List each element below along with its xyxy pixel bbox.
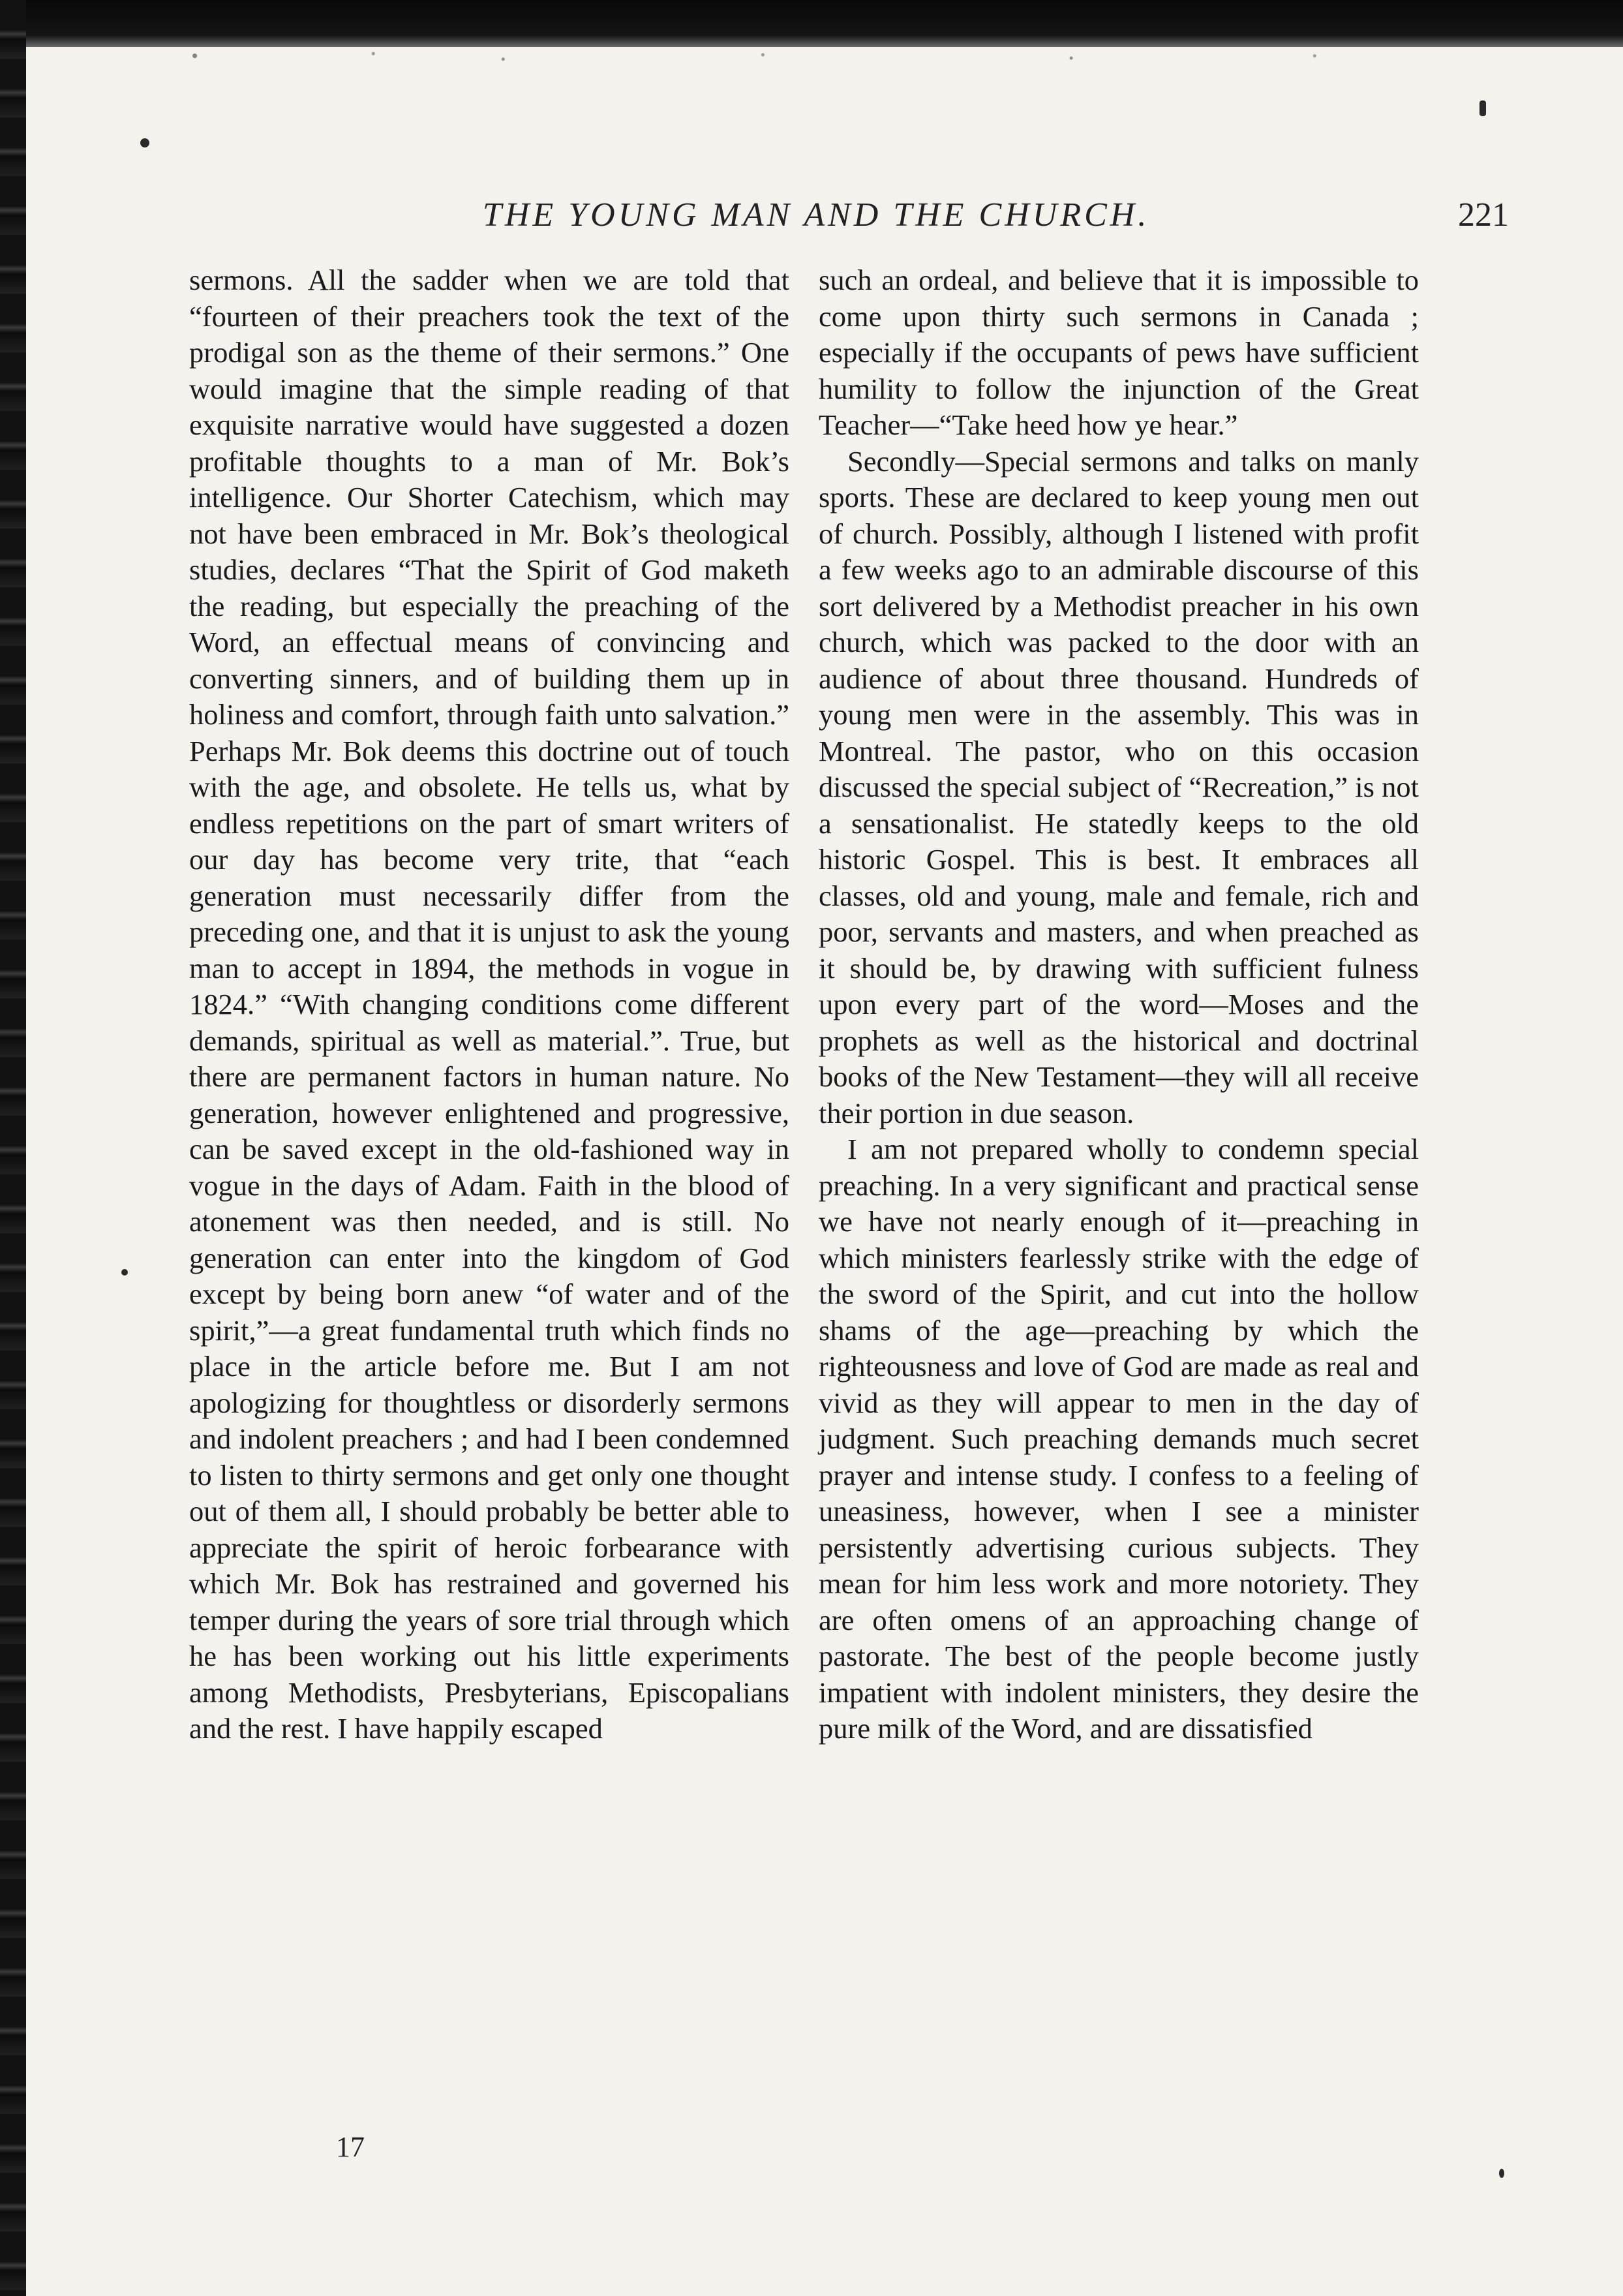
running-head: THE YOUNG MAN AND THE CHURCH. [483, 196, 1150, 234]
signature-mark: 17 [336, 2131, 365, 2163]
paragraph: Secondly—Special sermons and talks on manly sports. These are declared to keep young men out of church. Possibly, although I listened with profit a few weeks ago to an admirable discourse of this sort delivered by a Methodist preacher in his own church, which was packed to the door with an audience of about three thousand. Hundreds of young men were in the assembly. This was in Montreal. The pastor, who on this occasion discussed the special subject of “Recreation,” is not a sensationalist. He statedly keeps to the old historic Gospel. This is best. It embraces all classes, old and young, male and female, rich and poor, servants and masters, and when preached as it should be, by drawing with sufficient fulness upon every part of the word—Moses and the prophets as well as the historical and doctrinal books of the New Testament—they will all receive their portion in due season. [819, 444, 1419, 1129]
right-column [819, 262, 1419, 1747]
ink-speck [140, 138, 149, 147]
ink-speck [1479, 100, 1486, 116]
paragraph: sermons. All the sadder when we are told that “fourteen of their preachers took the text of the prodigal son as the theme of their sermons.” One would imagine that the simple reading of that exquisite narrative would have suggested a dozen profitable thoughts to a man of Mr. Bok’s intelligence. Our Shorter Catechism, which may not have been embraced in Mr. Bok’s theological studies, declares “That the Spirit of God maketh the reading, but especially the preaching of the Word, an effectual means of convincing and converting sinners, and of building them up in holiness and comfort, through faith unto salvation.” Perhaps Mr. Bok deems this doctrine out of touch with the age, and obsolete. He tells us, what by endless repetitions on the part of smart writers of our day has become very trite, that “each generation must necessarily differ from the preceding one, and that it is unjust to ask the young man to accept in 1894, the methods in vogue in 1824.” “With changing conditions come different demands, spiritual as well as material.”. True, but there are permanent factors in human nature. No generation, however enlightened and progressive, can be saved except in the old-fashioned way in vogue in the days of Adam. Faith in the blood of atonement was then needed, and is still. No generation can enter into the kingdom of God except by being born anew “of water and of the spirit,”—a great fundamental truth which finds no place in the article before me. But I am not apologizing for thoughtless or disorderly sermons and indolent preachers ; and had I been condemned to listen to thirty sermons and get only one thought out of them all, I should probably be better able to appreciate the spirit of heroic forbearance with which Mr. Bok has restrained and governed his temper during the years of sore trial through which he has been working out his little experiments among Methodists, Presbyterians, Episcopalians and the rest. I have happily escaped [189, 264, 789, 1745]
page-number: 221 [1458, 196, 1509, 234]
scan-border-left [0, 0, 26, 2296]
scan-specks [0, 47, 1623, 69]
scan-border-top [0, 0, 1623, 47]
paragraph: such an ordeal, and believe that it is impossible to come upon thirty such sermons in Canada ; especially if the occupants of pews have sufficient humility to follow the injunction of the Great Teacher—“Take heed how ye hear.” [819, 264, 1419, 441]
left-column [189, 262, 789, 1747]
ink-speck [1499, 2169, 1504, 2178]
paragraph: I am not prepared wholly to condemn special preaching. In a very significant and practical sense we have not nearly enough of it—preaching in which ministers fearlessly strike with the edge of the sword of the Spirit, and cut into the hollow shams of the age—preaching by which the righteousness and love of God are made as real and vivid as they will appear to men in the day of judgment. Such preaching demands much secret prayer and intense study. I confess to a feeling of uneasiness, however, when I see a minister persistently advertising curious subjects. They mean for him less work and more notoriety. They are often omens of an approaching change of pastorate. The best of the people become justly impatient with indolent ministers, they desire the pure milk of the Word, and are dissatisfied [819, 1133, 1419, 1745]
ink-speck [121, 1269, 128, 1276]
